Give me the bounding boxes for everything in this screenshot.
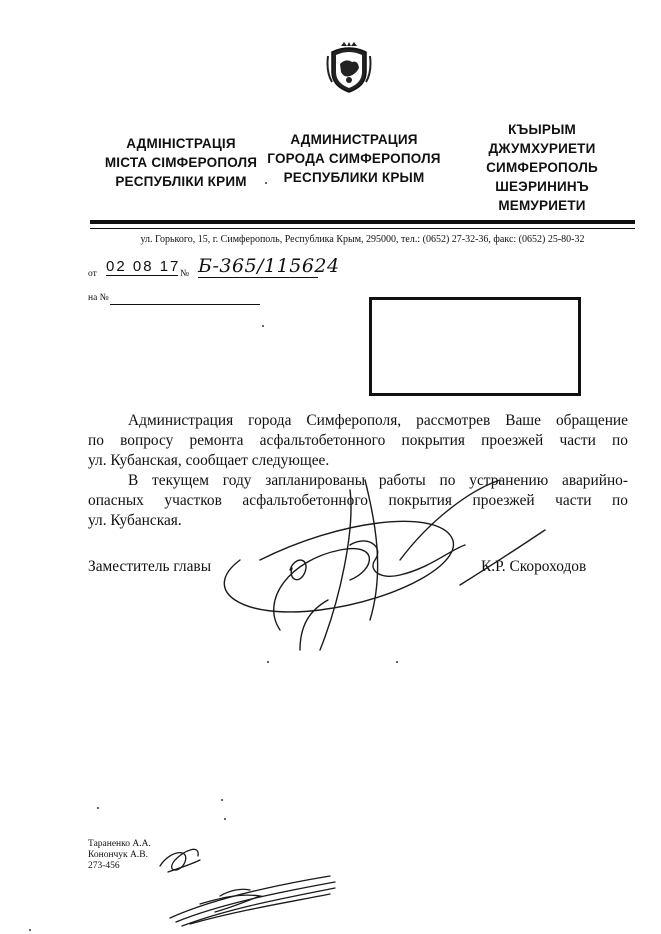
header-line: РЕСПУБЛИКИ КРЫМ <box>283 170 425 185</box>
body-line: ул. Кубанская. <box>88 512 182 529</box>
header-line: МЕМУРИЕТИ <box>498 198 586 213</box>
header-line: КЪЫРЫМ <box>508 122 576 137</box>
executor-name: Конончук А.В. <box>88 850 148 860</box>
header-line: СИМФЕРОПОЛЬ <box>486 160 598 175</box>
header-line: АДМІНІСТРАЦІЯ <box>126 136 236 151</box>
body-line: В текущем году запланированы работы по устранению аварийно- <box>128 472 628 489</box>
header-line: АДМИНИСТРАЦИЯ <box>290 132 418 147</box>
executor-phone: 273-456 <box>88 861 120 871</box>
number-label: № <box>180 269 190 279</box>
header-line: РЕСПУБЛІКИ КРИМ <box>115 174 247 189</box>
date-label: от <box>88 269 97 279</box>
registration-number: Б-365/115624 <box>198 255 340 277</box>
signatory-title: Заместитель главы <box>88 558 212 575</box>
header-line: МІСТА СІМФЕРОПОЛЯ <box>104 155 258 170</box>
body-line: по вопросу ремонта асфальтобетонного покрытия проезжей части по <box>88 432 628 449</box>
signatory-name: К.Р. Скороходов <box>481 558 587 575</box>
header-line: ГОРОДА СИМФЕРОПОЛЯ <box>267 151 441 166</box>
body-line: опасных участков асфальтобетонного покрытия проезжей части по <box>88 492 628 509</box>
body-line: Администрация города Симферополя, рассмотрев Ваше обращение <box>128 412 628 429</box>
executor-name: Тараненко А.А. <box>88 839 151 849</box>
address-line: ул. Горького, 15, г. Симферополь, Республика Крым, 295000, тел.: (0652) 27-32-36, факс: (0652) 25-80-32 <box>140 234 585 245</box>
reply-to-label: на № <box>88 293 109 303</box>
body-line: ул. Кубанская, сообщает следующее. <box>88 452 330 469</box>
header-line: ДЖУМХУРИЕТИ <box>488 141 596 156</box>
registration-date: 02 08 17 <box>106 258 181 275</box>
header-line: ШЕЭРИНИНЪ <box>495 179 589 194</box>
